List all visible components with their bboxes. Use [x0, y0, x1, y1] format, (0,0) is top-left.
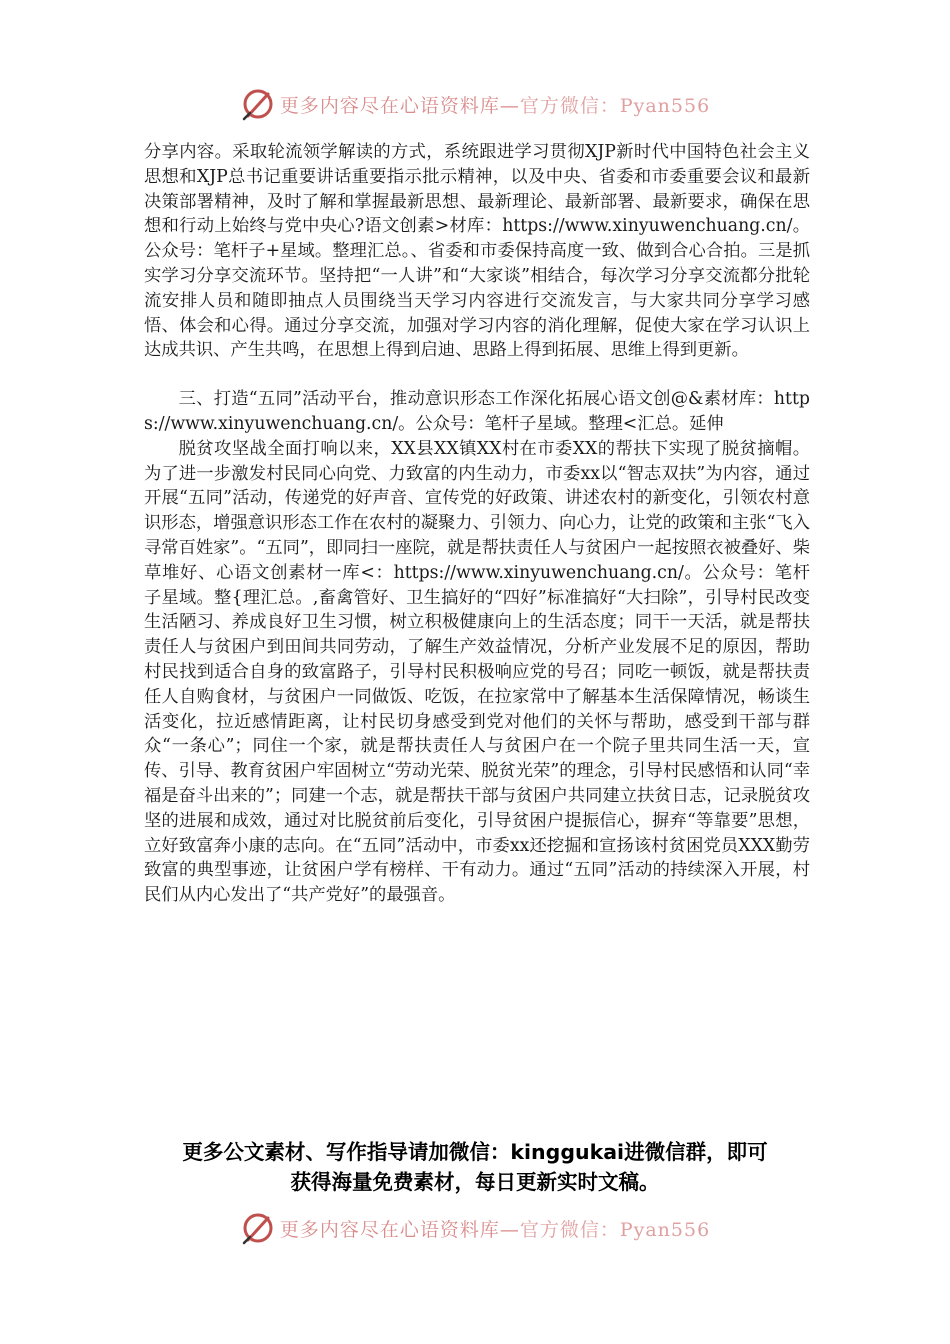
- footer-line-2: 获得海量免费素材，每日更新实时文稿。: [290, 1170, 660, 1194]
- pen-logo-icon: [240, 1210, 276, 1246]
- footer-banner: [0, 1208, 950, 1248]
- footer-promo: [0, 1137, 950, 1197]
- header-banner: [0, 84, 950, 124]
- footer-line-1: 更多公文素材、写作指导请加微信：kinggukai进微信群，即可: [182, 1140, 768, 1164]
- banner-text: 更多内容尽在心语资料库—: [279, 94, 520, 117]
- section-heading-3: 三、打造“五同”活动平台，推动意识形态工作深化拓展心语文创@&素材库：https://www.xinyuwenchuang.cn/。公众号：笔杆子星域。整理<汇总。延伸: [144, 389, 810, 434]
- paragraph-1: 分享内容。采取轮流领学解读的方式，系统跟进学习贯彻XJP新时代中国特色社会主义思想和XJP总书记重要讲话重要指示批示精神，以及中央、省委和市委重要会议和最新决策部署精神，及时了解和掌握最新思想、最新理论、最新部署、最新要求，确保在思想和行动上始终与党中央心?语文创素>材库：https://www.xinyuwenchuang.cn/。公众号：笔杆子+星域。整理汇总。、省委和市委保持高度一致、做到合心合拍。三是抓实学习分享交流环节。坚持把“一人讲”和“大家谈”相结合，每次学习分享交流都分批轮流安排人员和随即抽点人员围绕当天学习内容进行交流发言，与大家共同分享学习感悟、体会和心得。通过分享交流，加强对学习内容的消化理解，促使大家在学习认识上达成共识、产生共鸣，在思想上得到启迪、思路上得到拓展、思维上得到更新。: [144, 142, 810, 361]
- document-body: [144, 140, 810, 908]
- paragraph-3: 脱贫攻坚战全面打响以来，XX县XX镇XX村在市委XX的帮扶下实现了脱贫摘帽。为了进一步激发村民同心向党、力致富的内生动力，市委xx以“智志双扶”为内容，通过开展“五同”活动，传递党的好声音、宣传党的好政策、讲述农村的新变化，引领农村意识形态，增强意识形态工作在农村的凝聚力、引领力、向心力，让党的政策和主张“飞入寻常百姓家”。“五同”，即同扫一座院，就是帮扶责任人与贫困户一起按照衣被叠好、柴草堆好、心语文创素材一库<：https://www.xinyuwenchuang.cn/。公众号：笔杆子星域。整{理汇总。,畜禽管好、卫生搞好的“四好”标准搞好“大扫除”，引导村民改变生活陋习、养成良好卫生习惯，树立积极健康向上的生活态度；同干一天活，就是帮扶责任人与贫困户到田间共同劳动，了解生产效益情况，分析产业发展不足的原因，帮助村民找到适合自身的致富路子，引导村民积极响应党的号召；同吃一顿饭，就是帮扶责任人自购食材，与贫困户一同做饭、吃饭，在拉家常中了解基本生活保障情况，畅谈生活变化，拉近感情距离，让村民切身感受到党对他们的关怀与帮助，感受到干部与群众“一条心”；同住一个家，就是帮扶责任人与贫困户在一个院子里共同生活一天，宣传、引导、教育贫困户牢固树立“劳动光荣、脱贫光荣”的理念，引导村民感悟和认同“幸福是奋斗出来的”；同建一个志，就是帮扶干部与贫困户共同建立扶贫日志，记录脱贫攻坚的进展和成效，通过对比脱贫前后变化，引导贫困户提振信心，摒弃“等靠要”思想，立好致富奔小康的志向。在“五同”活动中，市委xx还挖掘和宣扬该村贫困党员XXX勤劳致富的典型事迹，让贫困户学有榜样、干有动力。通过“五同”活动的持续深入开展，村民们从内心发出了“共产党好”的最强音。: [144, 438, 810, 906]
- banner-text: 更多内容尽在心语资料库—: [279, 1218, 520, 1241]
- pen-logo-icon: [240, 86, 276, 122]
- banner-wechat: 官方微信：Pyan556: [519, 94, 711, 117]
- banner-wechat: 官方微信：Pyan556: [519, 1218, 711, 1241]
